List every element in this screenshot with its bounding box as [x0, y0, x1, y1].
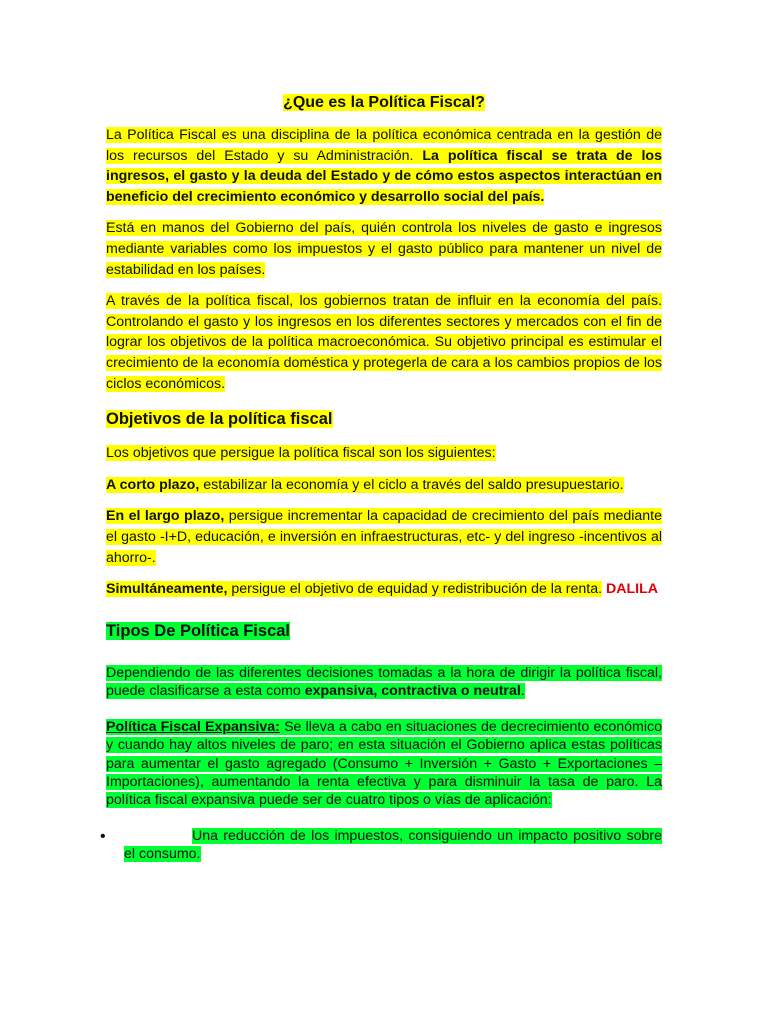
corto-plazo-text: estabilizar la economía y el ciclo a través del saldo presupuestario. — [199, 476, 624, 493]
tipos-lead-bold: expansiva, contractiva o neutral — [304, 682, 521, 699]
page-title-text: ¿Que es la Política Fiscal? — [283, 94, 485, 111]
intro-p2-text: Está en manos del Gobierno del país, quién controla los niveles de gasto e ingresos mediante variables como los impuestos y el gasto público para mantener un nivel de estabilidad en los países. — [106, 220, 662, 278]
largo-plazo-label: En el largo plazo, — [106, 508, 225, 525]
objetivos-lead-text: Los objetivos que persigue la política fiscal son los siguientes: — [106, 445, 496, 462]
corto-plazo-label: A corto plazo, — [106, 476, 200, 493]
tipos-heading-text: Tipos De Política Fiscal — [106, 621, 291, 640]
tipos-heading — [106, 620, 662, 642]
intro-paragraph-1 — [106, 125, 662, 207]
largo-plazo-text: persigue incrementar la capacidad de crecimiento del país mediante el gasto -I+D, educación, e inversión en infraestructuras, etc- y del ingreso -incentivos al ahorro-. — [106, 508, 662, 566]
expansiva-text: Se lleva a cabo en situaciones de decrecimiento económico y cuando hay altos niveles de paro; en esta situación el Gobierno aplica estas políticas para aumentar el gasto agregado (Consumo + Inversión + Gasto + Exportaciones – Importaciones), aumentando la renta efectiva y para disminuir la tasa de paro. La política fiscal expansiva puede ser de cuatro tipos o vías de aplicación: — [106, 719, 662, 808]
tipos-lead-text: Dependiendo de las diferentes decisiones tomadas a la hora de dirigir la política fiscal, puede clasificarse a esta como — [106, 664, 662, 699]
objetivo-largo-plazo — [106, 506, 662, 568]
intro-p3-text: A través de la política fiscal, los gobiernos tratan de influir en la economía del país. Controlando el gasto y los ingresos en los diferentes sectores y mercados con el fin de lograr los objetivos de la política macroeconómica. Su objetivo principal es estimular el crecimiento de la economía doméstica y protegerla de cara a los cambios propios de los ciclos económicos. — [106, 293, 662, 392]
objetivos-lead — [106, 443, 662, 464]
intro-paragraph-2 — [106, 218, 662, 280]
bullet-1-text: Una reducción de los impuestos, consiguiendo un impacto positivo sobre el consumo. — [124, 828, 662, 863]
simultaneamente-text: persigue el objetivo de equidad y redistribución de la renta. — [227, 581, 603, 598]
objetivo-corto-plazo — [106, 475, 662, 496]
intro-p1-text: La Política Fiscal es una disciplina de la política económica centrada en la gestión de los recursos del Estado y su Administración. — [106, 127, 662, 164]
bullet-icon: • — [100, 828, 106, 846]
objetivos-heading-text: Objetivos de la política fiscal — [106, 410, 333, 429]
document-body — [100, 93, 662, 864]
objetivo-simultaneo — [106, 579, 662, 600]
list-item — [100, 827, 662, 863]
expansiva-label: Política Fiscal Expansiva: — [106, 719, 280, 736]
page-title — [106, 93, 662, 113]
intro-p1-bold: La política fiscal se trata de los ingresos, el gasto y la deuda del Estado y de cómo estos aspectos interactúan en beneficio del crecimiento económico y desarrollo social del país. — [106, 147, 662, 205]
bullet-text — [124, 827, 662, 863]
tipos-lead-end: . — [520, 682, 525, 699]
signature-dalila: DALILA — [606, 581, 659, 598]
simultaneamente-label: Simultáneamente, — [106, 581, 228, 598]
tipos-lead — [106, 664, 662, 700]
intro-paragraph-3 — [106, 291, 662, 394]
objetivos-heading — [106, 408, 662, 430]
expansiva-paragraph — [106, 718, 662, 809]
